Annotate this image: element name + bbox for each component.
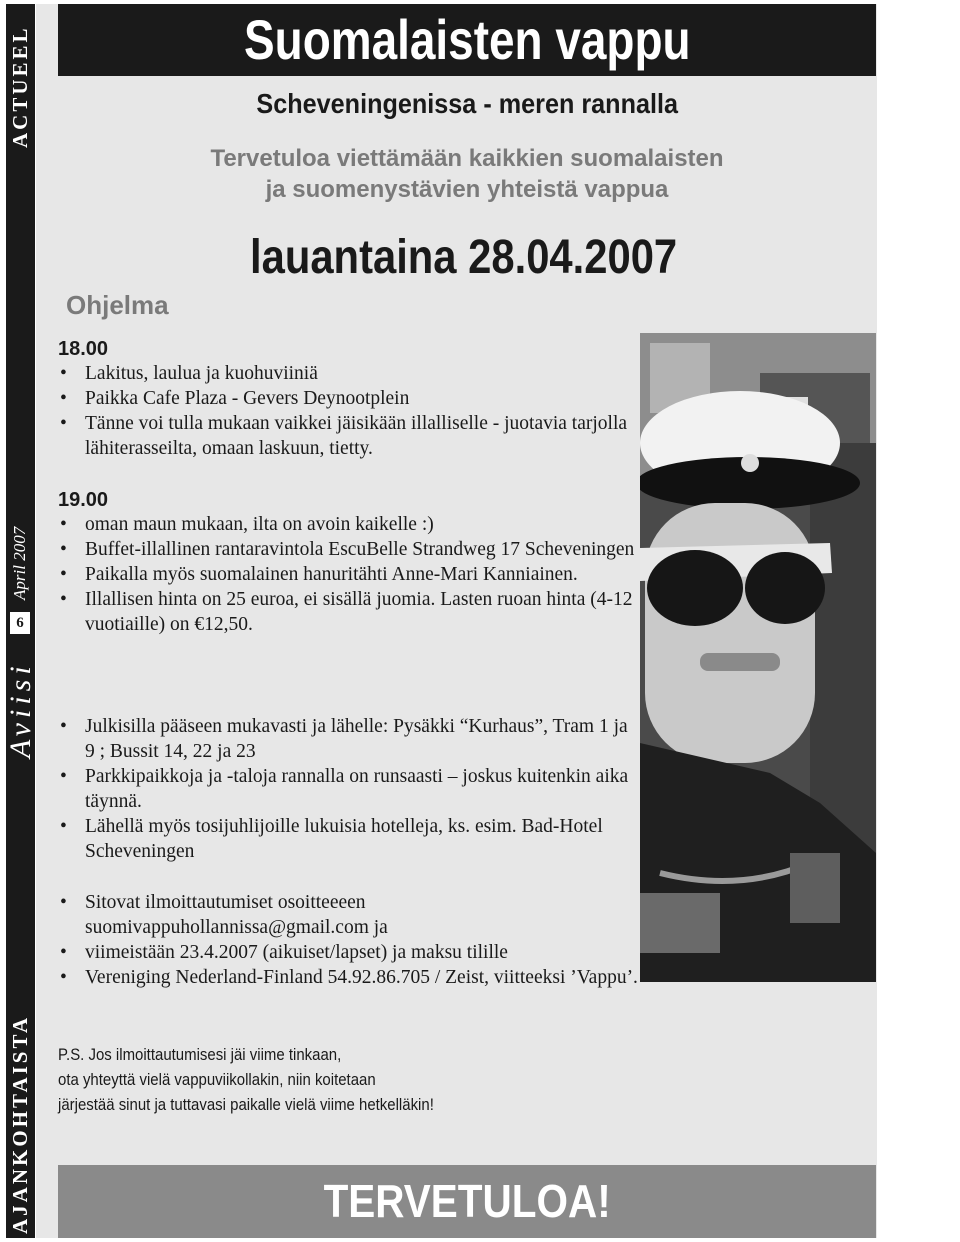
page-title: Suomalaisten vappu (243, 8, 691, 71)
sidebar-section-top: ACTUEEL (8, 25, 32, 148)
program-list-1800 (58, 361, 638, 461)
program-list-1900 (58, 512, 638, 637)
registration-text: Sitovat ilmoittautumiset osoitteeeen (85, 892, 366, 913)
list-item: • Vereniging Nederland-Finland 54.92.86.705 / Zeist, viitteeksi ’Vappu’. (58, 965, 638, 990)
sidebar-page-number: 6 (10, 612, 30, 634)
postscript-line-3: järjestää sinut ja tuttavasi paikalle vielä viime hetkelläkin! (58, 1095, 434, 1114)
list-item: • Paikalla myös suomalainen hanuritähti Anne-Mari Kanniainen. (58, 562, 638, 587)
list-item: • Lakitus, laulua ja kuohuviiniä (58, 361, 638, 386)
list-item: • oman maun mukaan, ilta on avoin kaikelle :) (58, 512, 638, 537)
list-item: • Parkkipaikkoja ja -taloja rannalla on runsaasti – joskus kuitenkin aika täynnä. (58, 764, 638, 814)
right-margin (877, 4, 960, 1238)
welcome-line-1: Tervetuloa viettämään kaikkien suomalaisten (210, 145, 724, 172)
title-banner (58, 4, 876, 76)
postscript-line-1: P.S. Jos ilmoittautumisesi jäi viime tinkaan, (58, 1045, 342, 1064)
event-date (250, 230, 741, 285)
registration-email-link[interactable]: suomivappuhollannissa@gmail.com (85, 917, 369, 938)
welcome-banner-text: TERVETULOA! (323, 1175, 611, 1227)
portrait-illustration (640, 333, 876, 982)
welcome-banner (58, 1165, 876, 1238)
list-item (58, 890, 638, 940)
program-heading: Ohjelma (66, 290, 169, 320)
list-item: • Buffet-illallinen rantaravintola EscuBelle Strandweg 17 Scheveningen (58, 537, 638, 562)
postscript (58, 1042, 485, 1117)
subtitle-text: Scheveningenissa - meren rannalla (256, 88, 678, 119)
subtitle (58, 88, 876, 120)
welcome-text (58, 143, 876, 205)
list-item: • Illallisen hinta on 25 euroa, ei sisällä juomia. Lasten ruoan hinta (4-12 vuotiaille) on €12,50. (58, 587, 638, 637)
sidebar-issue-date: April 2007 (10, 526, 29, 600)
time-1900: 19.00 (58, 489, 109, 511)
sidebar-section-bottom: AJANKOHTAISTA (8, 1014, 32, 1234)
list-item: • Tänne voi tulla mukaan vaikkei jäisikään illalliselle - juotavia tarjolla lähiterasseilta, omaan laskuun, tietty. (58, 411, 638, 461)
time-1800: 18.00 (58, 338, 109, 360)
welcome-line-2: ja suomenystävien yhteistä vappua (265, 176, 669, 203)
portrait-photo (640, 333, 876, 982)
list-item: • Julkisilla pääseen mukavasti ja lähelle: Pysäkki “Kurhaus”, Tram 1 ja 9 ; Bussit 14, 22 ja 23 (58, 714, 638, 764)
transport-list (58, 714, 638, 864)
registration-list (58, 890, 638, 990)
registration-conjunction: ja (373, 917, 388, 938)
event-date-text: lauantaina 28.04.2007 (250, 231, 678, 284)
list-item: • viimeistään 23.4.2007 (aikuiset/lapset) ja maksu tilille (58, 940, 638, 965)
list-item: • Paikka Cafe Plaza - Gevers Deynootplein (58, 386, 638, 411)
sidebar-magazine-name: Aviisi (4, 661, 37, 758)
list-item: • Lähellä myös tosijuhlijoille lukuisia hotelleja, ks. esim. Bad-Hotel Scheveningen (58, 814, 638, 864)
postscript-line-2: ota yhteyttä vielä vappuviikollakin, niin koitetaan (58, 1070, 376, 1089)
